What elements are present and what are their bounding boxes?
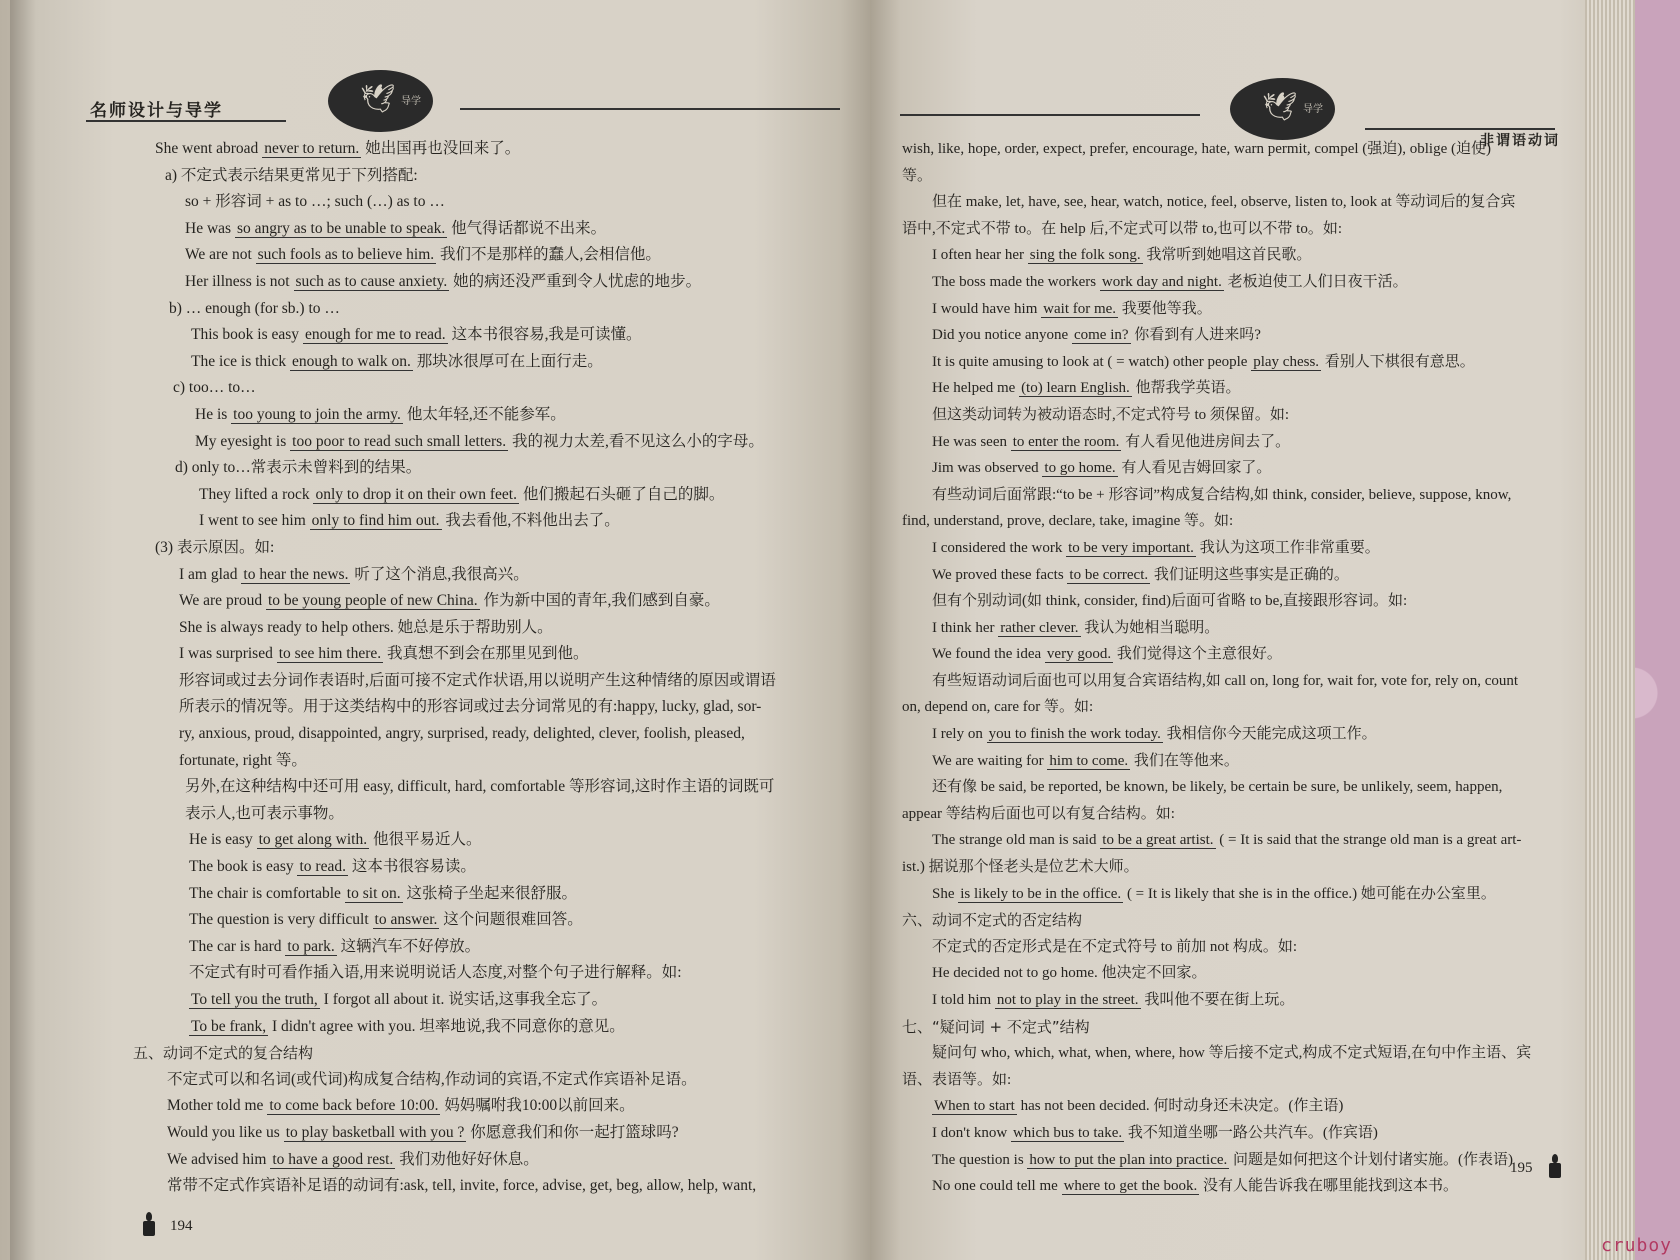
underlined-phrase: to read. bbox=[299, 858, 346, 876]
text-line bbox=[155, 189, 855, 216]
text-line bbox=[902, 136, 1602, 163]
text-line bbox=[155, 216, 855, 243]
text-span: He is bbox=[195, 405, 232, 423]
text-line bbox=[155, 1014, 855, 1041]
underlined-phrase: not to play in the street. bbox=[996, 992, 1139, 1008]
text-line bbox=[155, 296, 855, 323]
underlined-phrase: only to drop it on their own feet. bbox=[315, 485, 517, 503]
text-line bbox=[155, 375, 855, 402]
text-span: We found the idea bbox=[932, 646, 1045, 663]
underlined-phrase: enough to walk on. bbox=[292, 352, 411, 370]
text-span: 他们搬起石头砸了自己的脚。 bbox=[518, 485, 725, 503]
left-page bbox=[10, 0, 875, 1260]
text-span: No one could tell me bbox=[932, 1178, 1062, 1195]
text-span: 你看到有人进来吗? bbox=[1130, 327, 1261, 344]
underlined-phrase: to enter the room. bbox=[1012, 433, 1120, 450]
text-span: 我相信你今天能完成这项工作。 bbox=[1162, 726, 1377, 743]
text-span: 我们劝他好好休息。 bbox=[395, 1150, 539, 1168]
text-line bbox=[902, 960, 1602, 987]
text-span: 我去看他,不料他出去了。 bbox=[441, 512, 620, 530]
underlined-phrase: to play basketball with you ? bbox=[285, 1123, 465, 1141]
text-span: 这个问题很难回答。 bbox=[439, 911, 583, 929]
text-span: He was bbox=[185, 219, 235, 237]
text-span: 这本书很容易读。 bbox=[347, 858, 476, 876]
text-span: 没有人能告诉我在哪里能找到这本书。 bbox=[1199, 1178, 1459, 1195]
text-span: a) 不定式表示结果更常见于下列搭配: bbox=[165, 166, 418, 184]
underlined-phrase: to go home. bbox=[1044, 460, 1116, 477]
text-line bbox=[902, 694, 1602, 721]
text-span: I would have him bbox=[932, 300, 1042, 317]
text-line bbox=[155, 455, 855, 482]
text-span: 他太年轻,还不能参军。 bbox=[402, 405, 566, 423]
text-line bbox=[902, 1120, 1602, 1147]
text-line bbox=[155, 588, 855, 615]
text-span: 我叫他不要在街上玩。 bbox=[1140, 992, 1295, 1008]
text-span: 语、表语等。如: bbox=[902, 1071, 1012, 1088]
text-span: The boss made the workers bbox=[932, 273, 1100, 290]
text-line bbox=[902, 1147, 1602, 1174]
text-span: My eyesight is bbox=[195, 432, 291, 450]
text-line bbox=[902, 1067, 1602, 1094]
text-line bbox=[155, 1120, 855, 1147]
text-line bbox=[902, 801, 1602, 828]
left-header-title: 名师设计与导学 bbox=[90, 101, 223, 120]
text-span: Would you like us bbox=[167, 1123, 284, 1141]
underlined-phrase: too poor to read such small letters. bbox=[292, 432, 507, 450]
text-span: He was seen bbox=[932, 433, 1011, 450]
text-span: We proved these facts bbox=[932, 566, 1068, 583]
text-span: 我认为她相当聪明。 bbox=[1080, 619, 1220, 636]
text-span: I don't know bbox=[932, 1124, 1011, 1141]
text-span: 他很平易近人。 bbox=[369, 831, 482, 849]
text-span: so + 形容词 + as to …; such (…) as to … bbox=[185, 193, 445, 211]
left-page-number: 194 bbox=[170, 1218, 193, 1234]
underlined-phrase: so angry as to be unable to speak. bbox=[236, 219, 446, 237]
text-span: She went abroad bbox=[155, 140, 263, 157]
text-span: has not been decided. 何时动身还未决定。(作主语) bbox=[1016, 1098, 1344, 1115]
text-span: I considered the work bbox=[932, 539, 1067, 556]
text-line bbox=[902, 588, 1602, 615]
text-span: He decided not to go home. 他决定不回家。 bbox=[932, 965, 1207, 982]
text-span: The question is bbox=[932, 1151, 1028, 1168]
text-line bbox=[902, 881, 1602, 908]
bird-logo-icon: 🕊 导学 bbox=[328, 70, 433, 132]
section-heading bbox=[902, 1014, 1602, 1041]
underlined-phrase: wait for me. bbox=[1043, 300, 1117, 317]
underlined-phrase: to see him there. bbox=[278, 645, 382, 663]
text-span: c) too… to… bbox=[173, 379, 256, 397]
text-line bbox=[155, 668, 855, 695]
text-line bbox=[902, 827, 1602, 854]
text-span: The car is hard bbox=[189, 937, 286, 955]
text-line bbox=[155, 429, 855, 456]
text-line bbox=[902, 402, 1602, 429]
text-line bbox=[155, 987, 855, 1014]
text-span: 我的视力太差,看不见这么小的字母。 bbox=[508, 432, 764, 450]
underlined-phrase: To tell you the truth, bbox=[191, 991, 318, 1008]
underlined-phrase: come in? bbox=[1073, 327, 1129, 344]
text-line bbox=[902, 721, 1602, 748]
text-span: 形容词或过去分词作表语时,后面可接不定式作状语,用以说明产生这种情绪的原因或谓语 bbox=[179, 671, 776, 689]
text-span: 表示人,也可表示事物。 bbox=[185, 804, 344, 822]
text-span: 看别人下棋很有意思。 bbox=[1321, 353, 1475, 370]
text-line bbox=[155, 562, 855, 589]
text-line bbox=[155, 960, 855, 987]
text-span: 五、动词不定式的复合结构 bbox=[133, 1044, 314, 1063]
text-span: 但在 make, let, have, see, hear, watch, notice, feel, observe, listen to, look at 等动词后的复合宾 bbox=[932, 194, 1516, 211]
watermark: cruboy bbox=[1600, 1235, 1672, 1256]
underlined-phrase: to answer. bbox=[374, 911, 438, 929]
text-line bbox=[155, 907, 855, 934]
text-span: 他帮我学英语。 bbox=[1131, 380, 1241, 397]
text-span: I told him bbox=[932, 992, 995, 1008]
text-span: 不定式的否定形式是在不定式符号 to 前加 not 构成。如: bbox=[932, 938, 1298, 955]
text-span: They lifted a rock bbox=[199, 485, 314, 503]
section-heading bbox=[902, 907, 1602, 934]
candle-icon bbox=[140, 1212, 158, 1236]
text-span: 六、动词不定式的否定结构 bbox=[902, 911, 1083, 930]
text-span: 那块冰很厚可在上面行走。 bbox=[412, 352, 603, 370]
text-span: 常带不定式作宾语补足语的动词有:ask, tell, invite, force, advise, get, beg, allow, help, want, bbox=[167, 1177, 757, 1195]
text-line bbox=[902, 1093, 1602, 1120]
text-span: 我不知道坐哪一路公共汽车。(作宾语) bbox=[1124, 1124, 1378, 1141]
text-span: ry, anxious, proud, disappointed, angry, surprised, ready, delighted, clever, foolish, pleased, bbox=[179, 725, 745, 743]
text-span: 这张椅子坐起来很舒服。 bbox=[402, 884, 578, 902]
right-page-body bbox=[902, 136, 1602, 1200]
text-span: She bbox=[932, 885, 959, 902]
underlined-phrase: to have a good rest. bbox=[272, 1150, 394, 1168]
text-span: ist.) 据说那个怪老头是位艺术大师。 bbox=[902, 859, 1139, 876]
text-line bbox=[155, 721, 855, 748]
text-line bbox=[155, 1067, 855, 1094]
text-span: It is quite amusing to look at ( = watch) other people bbox=[932, 353, 1252, 370]
text-span: ( = It is said that the strange old man is a great art- bbox=[1215, 832, 1522, 849]
text-line bbox=[902, 854, 1602, 881]
text-span: 我们在等他来。 bbox=[1130, 752, 1239, 769]
underlined-phrase: where to get the book. bbox=[1063, 1178, 1198, 1195]
underlined-phrase: how to put the plan into practice. bbox=[1029, 1151, 1228, 1168]
underlined-phrase: very good. bbox=[1046, 646, 1112, 663]
text-line bbox=[155, 136, 855, 163]
text-span: ( = It is likely that she is in the office.) 她可能在办公室里。 bbox=[1123, 885, 1496, 902]
text-line bbox=[155, 774, 855, 801]
text-line bbox=[155, 1093, 855, 1120]
text-span: I didn't agree with you. 坦率地说,我不同意你的意见。 bbox=[268, 1017, 625, 1035]
underlined-phrase: too young to join the army. bbox=[233, 405, 401, 423]
text-span: 我们不是那样的蠢人,会相信他。 bbox=[436, 246, 661, 264]
text-line bbox=[902, 189, 1602, 216]
right-page-number: 195 bbox=[1510, 1160, 1533, 1176]
text-line bbox=[902, 668, 1602, 695]
text-span: The ice is thick bbox=[191, 352, 290, 370]
text-line bbox=[902, 296, 1602, 323]
underlined-phrase: to be a great artist. bbox=[1102, 832, 1214, 849]
text-span: 疑问句 who, which, what, when, where, how 等后接不定式,构成不定式短语,在句中作主语、宾 bbox=[932, 1045, 1532, 1062]
text-line bbox=[902, 349, 1602, 376]
text-span: 七、“疑问词 + 不定式”结构 bbox=[902, 1017, 1090, 1036]
text-line bbox=[902, 269, 1602, 296]
text-span: We are not bbox=[185, 246, 256, 264]
text-span: I often hear her bbox=[932, 247, 1028, 264]
text-span: I am glad bbox=[179, 565, 242, 583]
text-line bbox=[155, 641, 855, 668]
text-line bbox=[155, 508, 855, 535]
text-line bbox=[902, 535, 1602, 562]
underlined-phrase: which bus to take. bbox=[1012, 1124, 1123, 1141]
text-span: wish, like, hope, order, expect, prefer, encourage, hate, warn permit, compel (强迫), oblige (迫使) bbox=[902, 141, 1491, 157]
text-line bbox=[155, 163, 855, 190]
underlined-phrase: play chess. bbox=[1253, 353, 1320, 370]
candle-icon bbox=[1546, 1154, 1564, 1178]
text-line bbox=[155, 482, 855, 509]
text-line bbox=[155, 269, 855, 296]
right-page-header bbox=[900, 78, 1580, 148]
text-span: 我真想不到会在那里见到他。 bbox=[383, 645, 589, 663]
text-line bbox=[902, 748, 1602, 775]
underlined-phrase: never to return. bbox=[264, 140, 360, 157]
text-span: 这辆汽车不好停放。 bbox=[336, 937, 481, 955]
text-span: 我要他等我。 bbox=[1118, 300, 1212, 317]
text-line bbox=[155, 322, 855, 349]
text-span: 但这类动词转为被动语态时,不定式符号 to 须保留。如: bbox=[932, 406, 1290, 423]
text-span: 作为新中国的青年,我们感到自豪。 bbox=[479, 592, 720, 610]
text-line bbox=[155, 615, 855, 642]
text-span: The question is very difficult bbox=[189, 911, 373, 929]
text-span: 不定式有时可看作插入语,用来说明说话人态度,对整个句子进行解释。如: bbox=[189, 964, 682, 982]
underlined-phrase: to be correct. bbox=[1069, 566, 1149, 583]
text-span: We advised him bbox=[167, 1150, 271, 1168]
text-span: 还有像 be said, be reported, be known, be likely, be certain be sure, be unlikely, seem, happen, bbox=[932, 779, 1503, 796]
text-line bbox=[902, 482, 1602, 509]
text-span: 另外,在这种结构中还可用 easy, difficult, hard, comfortable 等形容词,这时作主语的词既可 bbox=[185, 778, 775, 796]
underlined-phrase: you to finish the work today. bbox=[988, 726, 1161, 743]
text-span: He is easy bbox=[189, 831, 257, 849]
underlined-phrase: When to start bbox=[934, 1098, 1015, 1115]
text-span: 但有个别动词(如 think, consider, find)后面可省略 to be,直接跟形容词。如: bbox=[932, 593, 1408, 610]
text-span: Did you notice anyone bbox=[932, 327, 1072, 344]
text-span: Jim was observed bbox=[932, 460, 1043, 477]
text-span: 我们觉得这个主意很好。 bbox=[1113, 646, 1282, 663]
text-span: I think her bbox=[932, 619, 999, 636]
text-line bbox=[155, 349, 855, 376]
text-line bbox=[902, 216, 1602, 243]
text-span: appear 等结构后面也可以有复合结构。如: bbox=[902, 805, 1175, 822]
underlined-phrase: such fools as to believe him. bbox=[257, 246, 435, 264]
underlined-phrase: To be frank, bbox=[191, 1017, 267, 1035]
text-span: Mother told me bbox=[167, 1097, 268, 1115]
text-span: 她出国再也没回来了。 bbox=[361, 140, 521, 157]
text-line bbox=[902, 1173, 1602, 1200]
text-span: 有些动词后面常跟:“to be + 形容词”构成复合结构,如 think, consider, believe, suppose, know, bbox=[932, 486, 1512, 503]
text-line bbox=[902, 375, 1602, 402]
text-line bbox=[902, 987, 1602, 1014]
text-span: 妈妈嘱咐我10:00以前回来。 bbox=[440, 1097, 635, 1115]
text-span: find, understand, prove, declare, take, imagine 等。如: bbox=[902, 513, 1234, 530]
underlined-phrase: work day and night. bbox=[1101, 273, 1222, 290]
text-line bbox=[155, 1147, 855, 1174]
underlined-phrase: to get along with. bbox=[258, 831, 368, 849]
text-span: 不定式可以和名词(或代词)构成复合结构,作动词的宾语,不定式作宾语补足语。 bbox=[167, 1070, 697, 1088]
right-page bbox=[870, 0, 1635, 1260]
text-line bbox=[902, 163, 1602, 190]
section-heading bbox=[133, 1040, 855, 1067]
underlined-phrase: to come back before 10:00. bbox=[269, 1097, 439, 1115]
underlined-phrase: to park. bbox=[287, 937, 335, 955]
text-span: (3) 表示原因。如: bbox=[155, 538, 275, 556]
text-span: 这本书很容易,我是可读懂。 bbox=[447, 326, 642, 344]
text-span: 有人看见吉姆回家了。 bbox=[1117, 460, 1272, 477]
underlined-phrase: rather clever. bbox=[1000, 619, 1079, 636]
text-span: 她的病还没严重到令人忧虑的地步。 bbox=[449, 272, 702, 290]
text-span: I went to see him bbox=[199, 512, 310, 530]
text-line bbox=[902, 934, 1602, 961]
underlined-phrase: to hear the news. bbox=[243, 565, 349, 583]
text-span: 问题是如何把这个计划付诸实施。(作表语) bbox=[1229, 1151, 1514, 1168]
text-span: This book is easy bbox=[191, 326, 303, 344]
left-page-header bbox=[80, 78, 840, 138]
left-page-body bbox=[133, 136, 855, 1200]
text-line bbox=[902, 455, 1602, 482]
text-span: 我常听到她唱这首民歌。 bbox=[1142, 247, 1312, 264]
text-line bbox=[902, 641, 1602, 668]
text-span: 语中,不定式不带 to。在 help 后,不定式可以带 to,也可以不带 to。如: bbox=[902, 220, 1342, 237]
text-line bbox=[155, 881, 855, 908]
text-line bbox=[902, 429, 1602, 456]
text-span: 老板迫使工人们日夜干活。 bbox=[1223, 273, 1408, 290]
text-span: I forgot all about it. 说实话,这事我全忘了。 bbox=[319, 991, 608, 1008]
underlined-phrase: (to) learn English. bbox=[1021, 380, 1130, 397]
text-line bbox=[155, 1173, 855, 1200]
text-span: We are waiting for bbox=[932, 752, 1048, 769]
text-line bbox=[155, 535, 855, 562]
text-span: 他气得话都说不出来。 bbox=[447, 219, 607, 237]
bird-logo-icon: 🕊 导学 bbox=[1230, 78, 1335, 140]
text-span: 有人看见他进房间去了。 bbox=[1121, 433, 1291, 450]
text-line bbox=[155, 827, 855, 854]
text-span: 听了这个消息,我很高兴。 bbox=[350, 565, 529, 583]
text-span: 有些短语动词后面也可以用复合宾语结构,如 call on, long for, wait for, vote for, rely on, count bbox=[932, 672, 1519, 689]
underlined-phrase: such as to cause anxiety. bbox=[295, 272, 448, 290]
text-line bbox=[902, 615, 1602, 642]
underlined-phrase: to be young people of new China. bbox=[267, 592, 478, 610]
text-span: 你愿意我们和你一起打篮球吗? bbox=[466, 1123, 679, 1141]
text-span: I rely on bbox=[932, 726, 987, 743]
text-span: b) … enough (for sb.) to … bbox=[169, 299, 340, 317]
text-line bbox=[902, 508, 1602, 535]
text-line bbox=[155, 242, 855, 269]
text-line bbox=[155, 402, 855, 429]
underlined-phrase: to sit on. bbox=[346, 884, 401, 902]
text-span: fortunate, right 等。 bbox=[179, 751, 307, 769]
text-span: She is always ready to help others. 她总是乐于帮助别人。 bbox=[179, 618, 553, 636]
text-span: The chair is comfortable bbox=[189, 884, 345, 902]
text-span: He helped me bbox=[932, 380, 1020, 397]
underlined-phrase: him to come. bbox=[1049, 752, 1129, 769]
underlined-phrase: is likely to be in the office. bbox=[960, 885, 1122, 902]
text-span: 我认为这项工作非常重要。 bbox=[1195, 539, 1380, 556]
underlined-phrase: enough for me to read. bbox=[304, 326, 446, 344]
text-span: 我们证明这些事实是正确的。 bbox=[1150, 566, 1349, 583]
text-line bbox=[902, 774, 1602, 801]
text-span: Her illness is not bbox=[185, 272, 294, 290]
text-line bbox=[155, 694, 855, 721]
text-line bbox=[155, 854, 855, 881]
text-span: d) only to…常表示未曾料到的结果。 bbox=[175, 459, 422, 477]
text-line bbox=[902, 1040, 1602, 1067]
text-line bbox=[902, 242, 1602, 269]
text-line bbox=[155, 801, 855, 828]
text-span: 等。 bbox=[902, 167, 933, 184]
text-span: on, depend on, care for 等。如: bbox=[902, 699, 1094, 716]
text-span: The book is easy bbox=[189, 858, 298, 876]
text-span: We are proud bbox=[179, 592, 266, 610]
text-line bbox=[902, 562, 1602, 589]
text-line bbox=[155, 748, 855, 775]
text-line bbox=[155, 934, 855, 961]
text-span: The strange old man is said bbox=[932, 832, 1101, 849]
text-span: I was surprised bbox=[179, 645, 277, 663]
underlined-phrase: to be very important. bbox=[1068, 539, 1194, 556]
text-span: 所表示的情况等。用于这类结构中的形容词或过去分词常见的有:happy, lucky, glad, sor- bbox=[179, 698, 762, 716]
text-line bbox=[902, 322, 1602, 349]
underlined-phrase: sing the folk song. bbox=[1029, 247, 1141, 264]
underlined-phrase: only to find him out. bbox=[311, 512, 440, 530]
right-header-title: 非谓语动词 bbox=[1480, 132, 1560, 148]
